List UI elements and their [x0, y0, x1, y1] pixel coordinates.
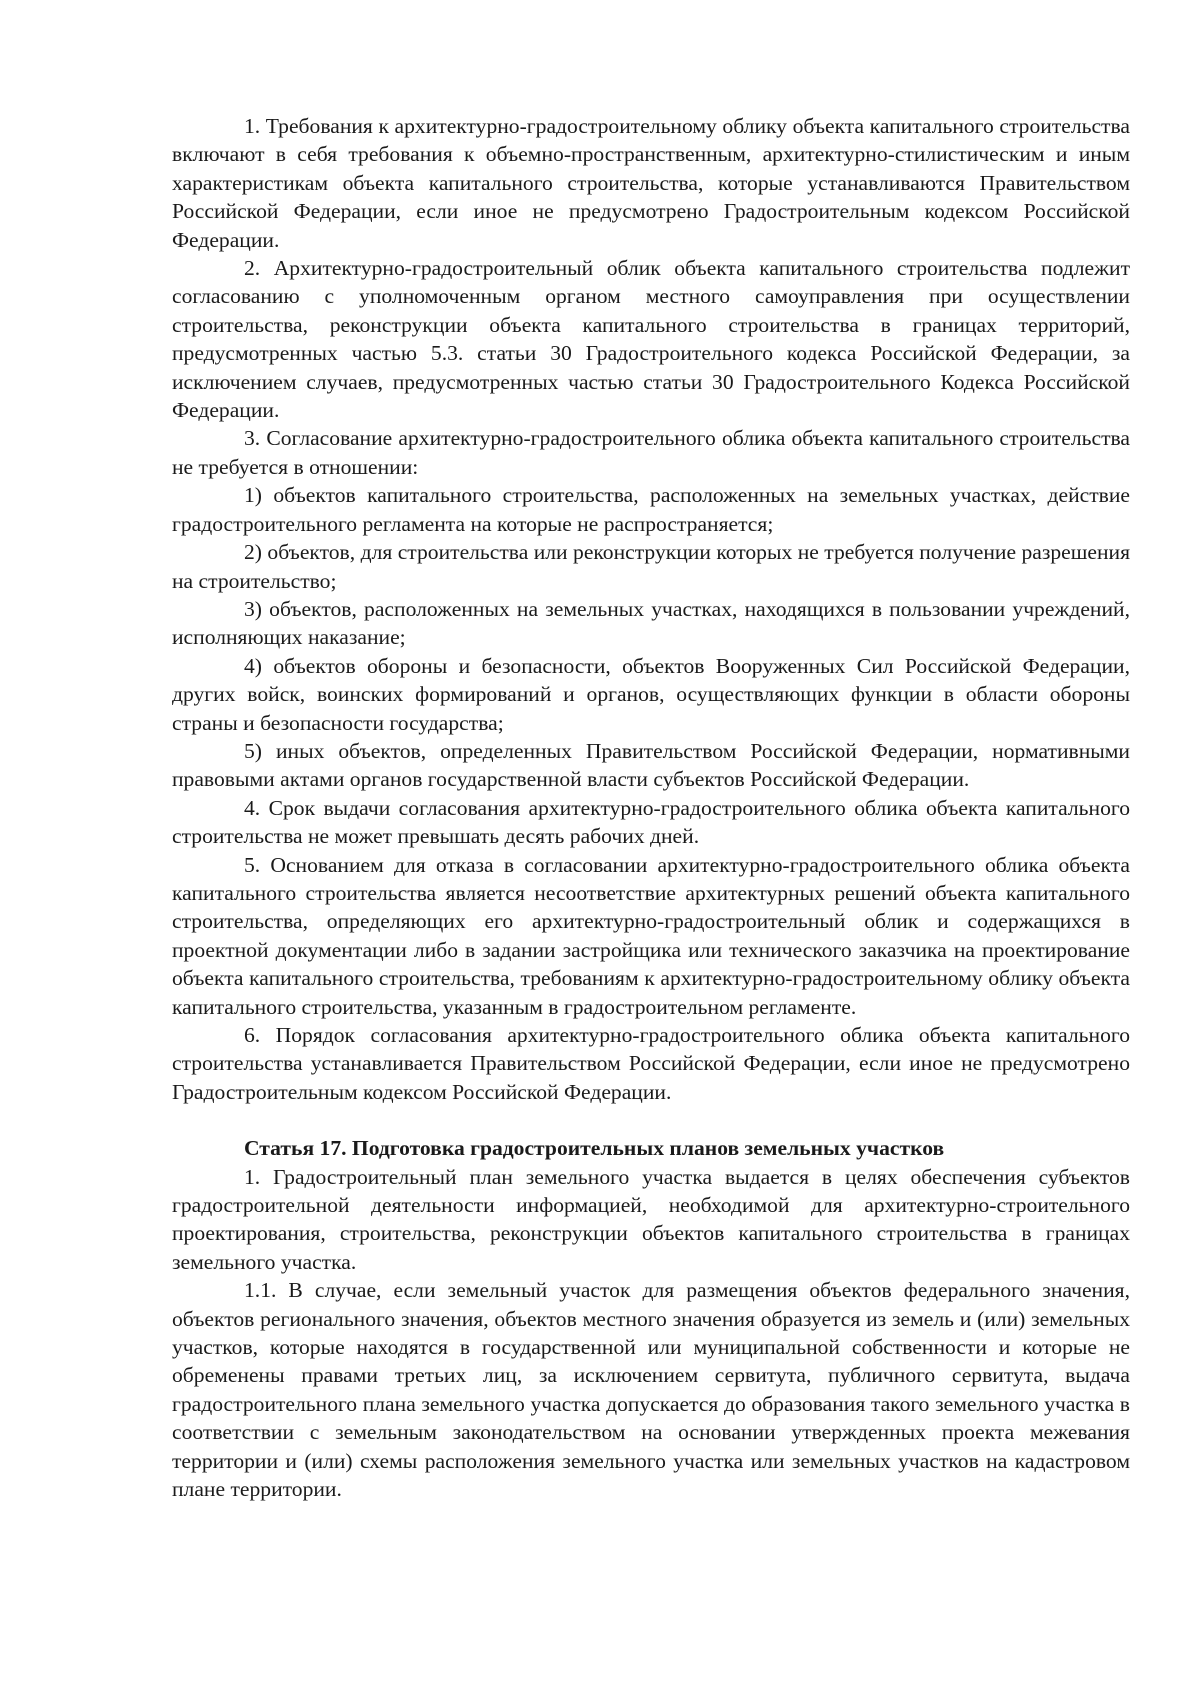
- paragraph-refusal-grounds: 5. Основанием для отказа в согласовании архитектурно-градостроительного облика объекта капитального строительства является несоответствие архитектурных решений объекта капитального строительства, определяющих его архитектурно-градостроительный облик и содержащихся в проектной документации либо в задании застройщика или технического заказчика на проектирование объекта капитального строительства, требованиям к архитектурно-градостроительному облику объекта капитального строительства, указанным в градостроительном регламенте.: [172, 852, 1130, 1019]
- article-17-paragraph-1-1: 1.1. В случае, если земельный участок для размещения объектов федерального значения, объектов регионального значения, объектов местного значения образуется из земель и (или) земельных участков, которые находятся в государственной или муниципальной собственности и которые не обременены правами третьих лиц, за исключением сервитута, публичного сервитута, выдача градостроительного плана земельного участка допускается до образования такого земельного участка в соответствии с земельным законодательством на основании утвержденных проекта межевания территории и (или) схемы расположения земельного участка или земельных участков на кадастровом плане территории.: [172, 1278, 1130, 1502]
- paragraph-approval-term: 4. Срок выдачи согласования архитектурно-градостроительного облика объекта капитального строительства не может превышать десять рабочих дней.: [172, 795, 1130, 849]
- list-item-5: 5) иных объектов, определенных Правительством Российской Федерации, нормативными правовыми актами органов государственной власти субъектов Российской Федерации.: [172, 738, 1130, 792]
- article-17-heading: Статья 17. Подготовка градостроительных планов земельных участков: [244, 1136, 945, 1161]
- paragraph-approval-not-required: 3. Согласование архитектурно-градостроительного облика объекта капитального строительства не требуется в отношении:: [172, 426, 1130, 479]
- list-item-2: 2) объектов, для строительства или реконструкции которых не требуется получение разрешения на строительство;: [172, 540, 1130, 593]
- document-page: [172, 112, 1130, 1504]
- article-17-paragraph-1: 1. Градостроительный план земельного участка выдается в целях обеспечения субъектов градостроительной деятельности информацией, необходимой для архитектурно-строительного проектирования, строительства, реконструкции объектов капитального строительства в границах земельного участка.: [172, 1164, 1130, 1274]
- paragraph-approval-procedure: 6. Порядок согласования архитектурно-градостроительного облика объекта капитального строительства устанавливается Правительством Российской Федерации, если иное не предусмотрено Градостроительным кодексом Российской Федерации.: [172, 1023, 1130, 1104]
- list-item-1: 1) объектов капитального строительства, расположенных на земельных участках, действие градостроительного регламента на которые не распространяется;: [172, 483, 1130, 536]
- paragraph-approval-required: 2. Архитектурно-градостроительный облик объекта капитального строительства подлежит согласованию с уполномоченным органом местного самоуправления при осуществлении строительства, реконструкции объекта капитального строительства в границах территорий, предусмотренных частью 5.3. статьи 30 Градостроительного кодекса Российской Федерации, за исключением случаев, предусмотренных частью статьи 30 Градостроительного Кодекса Российской Федерации.: [172, 256, 1130, 423]
- list-item-3: 3) объектов, расположенных на земельных участках, находящихся в пользовании учреждений, исполняющих наказание;: [172, 596, 1130, 650]
- paragraph-requirements-appearance: 1. Требования к архитектурно-градостроительному облику объекта капитального строительства включают в себя требования к объемно-пространственным, архитектурно-стилистическим и иным характеристикам объекта капитального строительства, которые устанавливаются Правительством Российской Федерации, если иное не предусмотрено Градостроительным кодексом Российской Федерации.: [172, 114, 1130, 252]
- list-item-4: 4) объектов обороны и безопасности, объектов Вооруженных Сил Российской Федерации, других войск, воинских формирований и органов, осуществляющих функции в области обороны страны и безопасности государства;: [172, 653, 1130, 735]
